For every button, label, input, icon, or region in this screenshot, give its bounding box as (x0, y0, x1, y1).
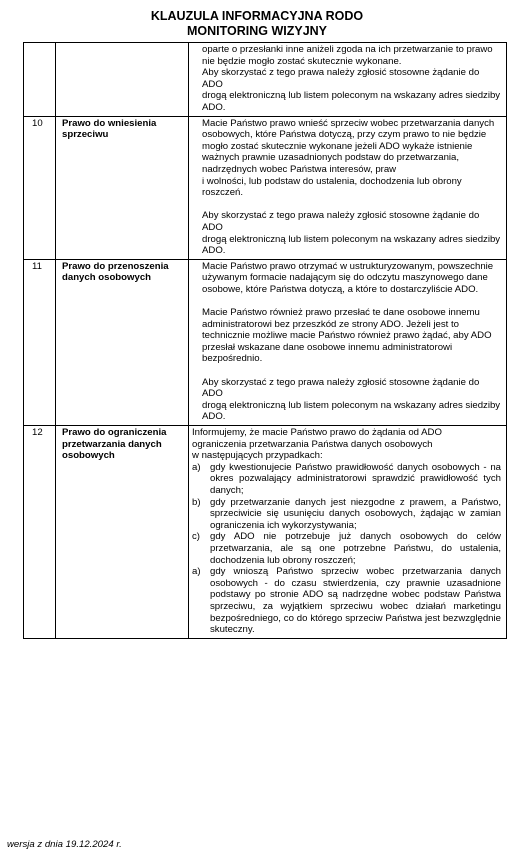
text-line: administratorowi bez przeszkód ze strony ADO. Jeżeli jest to (202, 318, 460, 330)
text-line: Aby skorzystać z tego prawa należy zgłosić stosowne żądanie do ADO (202, 376, 480, 400)
row-number (24, 43, 56, 117)
row-number: 12 (24, 426, 56, 639)
table-row (24, 259, 507, 425)
text-line: Aby skorzystać z tego prawa należy zgłosić stosowne żądanie do ADO (202, 67, 480, 90)
text-line: technicznie możliwe macie Państwo również prawo żądać, aby ADO (202, 330, 492, 342)
text-line: Aby skorzystać z tego prawa należy zgłosić stosowne żądanie do ADO (202, 210, 480, 233)
text-line: nie będzie mogło zostać skutecznie wykonane. (202, 55, 402, 67)
text-line: Macie Państwo prawo wnieść sprzeciw wobec przetwarzania danych (202, 117, 495, 129)
list-item-text: gdy ADO nie potrzebuje już danych osobowych do celów przetwarzania, ale są one potrzebne Państwu, do ustalenia, dochodzenia lub obrony roszczeń; (210, 531, 501, 566)
text-line: Informujemy, że macie Państwo prawo do żądania od ADO (192, 427, 442, 438)
text-line: mogło zostać skutecznie wykonane jeżeli ADO wykaże istnienie (202, 140, 473, 152)
text-line: oparte o przesłanki inne aniżeli zgoda na ich przetwarzanie to prawo (202, 44, 493, 55)
text-line: osobowe, które Państwa dotyczą, a które to dostarczyliście ADO. (202, 283, 479, 295)
list-item (192, 497, 501, 532)
right-name: Prawo do ograniczenia przetwarzania danych osobowych (56, 426, 189, 639)
text-line: ADO. (202, 245, 226, 257)
text-line: drogą elektroniczną lub listem poleconym na wskazany adres siedziby (202, 233, 501, 245)
text-line: przesłał wskazane dane osobowe innemu administratorowi (202, 341, 453, 353)
list-item-label: a) (192, 566, 201, 578)
text-line: i wolności, lub podstaw do ustalenia, dochodzenia lub obrony (202, 175, 462, 187)
text-line: w następujących przypadkach: (192, 450, 323, 462)
list-item-label: a) (192, 461, 201, 473)
text-line: osobowych, które Państwa dotyczą, przy czym prawo to nie będzie (202, 129, 487, 141)
text-line: ADO. (202, 101, 226, 113)
list-item-label: b) (192, 496, 201, 508)
list-item (192, 566, 501, 636)
right-name (56, 43, 189, 117)
version-note: wersja z dnia 19.12.2024 r. (7, 839, 122, 850)
right-description (189, 43, 507, 117)
row-number: 11 (24, 259, 56, 425)
list-item-text: gdy wnioszą Państwo sprzeciw wobec przetwarzania danych osobowych - do czasu stwierdzenia, czy prawnie uzasadnione podstawy po stronie ADO są nadrzędne wobec podstaw Państwa sprzeciwu, za wyjątkiem sprzeciwu wobec działań marketingu bezpośredniego, co do którego sprzeciw Państwa jest bezwzględnie skuteczny. (210, 566, 501, 636)
text-line: używanym formacie nadającym się do odczytu maszynowego dane (202, 272, 488, 284)
text-line: drogą elektroniczną lub listem poleconym na wskazany adres siedziby (202, 90, 501, 102)
text-line: ADO. (202, 411, 226, 423)
row-number: 10 (24, 116, 56, 259)
list-item (192, 531, 501, 566)
text-line: roszczeń. (202, 187, 244, 199)
text-line: drogą elektroniczną lub listem poleconym na wskazany adres siedziby (202, 399, 501, 411)
table-row (24, 426, 507, 639)
list-item (192, 462, 501, 497)
text-line: bezpośrednio. (202, 353, 263, 365)
list-item-text: gdy przetwarzanie danych jest niezgodne z prawem, a Państwo, sprzeciwicie się usunięciu danych osobowych, żądając w zamian ograniczenia ich wykorzystywania; (210, 496, 501, 531)
text-line: ważnych prawnie uzasadnionych podstaw do przetwarzania, (202, 152, 460, 164)
text-line: Macie Państwo prawo otrzymać w ustrukturyzowanym, powszechnie (202, 260, 494, 272)
text-line: ograniczenia przetwarzania Państwa danych osobowych (192, 438, 433, 450)
right-description (189, 426, 507, 639)
list-item-label: c) (192, 531, 200, 543)
right-name: Prawo do przenoszenia danych osobowych (56, 259, 189, 425)
list-item-text: gdy kwestionujecie Państwo prawidłowość danych osobowych - na okres pozwalający administratorowi sprawdzić prawidłowość tych danych; (210, 461, 501, 496)
document-subtitle: MONITORING WIZYJNY (186, 24, 328, 38)
right-name: Prawo do wniesienia sprzeciwu (56, 116, 189, 259)
document-title: KLAUZULA INFORMACYJNA RODO (150, 9, 364, 23)
rights-table (23, 42, 507, 639)
table-row (24, 116, 507, 259)
text-line: Macie Państwo również prawo przesłać te dane osobowe innemu (202, 307, 480, 319)
table-row-continuation (24, 43, 507, 117)
right-description (189, 259, 507, 425)
right-description (189, 116, 507, 259)
text-line: nadrzędnych wobec Państwa interesów, praw (202, 163, 397, 175)
